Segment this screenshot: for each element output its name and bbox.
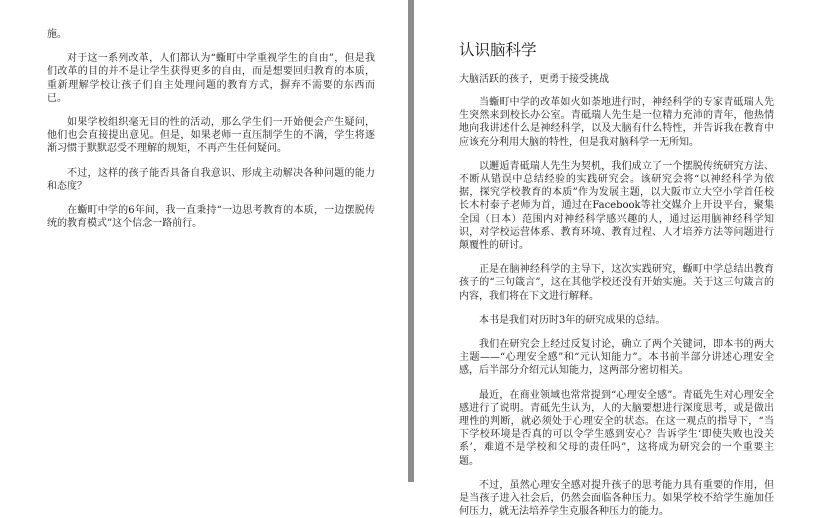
left-paragraph: 施。 xyxy=(47,29,67,40)
left-page xyxy=(0,0,408,482)
right-paragraph: 本书是我们对历时3年的研究成果的总结。 xyxy=(479,314,666,326)
right-paragraph: 当蝂町中学的改革如火如荼地进行时，神经科学的专家青砥瑞人先生突然来到校长办公室。青砥瑞人先生是一位精力充沛的青年，他热情地向我讲述什么是神经科学，以及大脑有什么特性，并告诉我在教育中应该充分利用大脑的特性，但是我对脑科学一无所知。 xyxy=(459,97,774,148)
right-paragraph: 正是在脑神经科学的主导下，这次实践研究，蝂町中学总结出教育孩子的“三句箴言”，这在其他学校还没有开始实施。关于这三句箴言的内容，我们将在下文进行解释。 xyxy=(459,264,774,302)
chapter-title: 认识脑科学 xyxy=(459,41,537,59)
right-paragraph: 最近，在商业领域也常常提到“心理安全感”。青砥先生对心理安全感进行了说明。青砥先生认为，人的大脑要想进行深度思考，或是做出理性的判断，就必须处于心理安全的状态。在这一观点的指导下，“当下学校环境是否真的可以令学生感到安心？告诉学生‘即使失败也没关系’，难道不是学校和父母的责任吗”，这将成为研究会的一个重要主题。 xyxy=(459,389,774,467)
right-paragraph: 我们在研究会上经过反复讨论，确立了两个关键词，即本书的两大主题——“心理安全感”和“元认知能力”。本书前半部分讲述心理安全感，后半部分介绍元认知能力，这两部分密切相关。 xyxy=(459,339,774,377)
left-paragraph: 不过，这样的孩子能否具备自我意识、形成主动解决各种问题的能力和态度？ xyxy=(47,167,375,192)
right-paragraph: 不过，虽然心理安全感对提升孩子的思考能力具有重要的作用，但是当孩子进入社会后，仍然会面临各种压力。如果学校不给学生施加任何压力，就无法培养学生克服各种压力的能力。 xyxy=(459,479,774,518)
chapter-subtitle: 大脑活跃的孩子，更勇于接受挑战 xyxy=(459,74,609,85)
right-page xyxy=(414,0,820,518)
right-paragraph: 以邂逅青砥瑞人先生为契机，我们成立了一个摆脱传统研究方法、不断从错误中总结经验的实践研究会。该研究会将“以神经科学为依据，探究学校教育的本质”作为发展主题，以大阪市立大空小学首任校长木村泰子老师为首，通过在Facebook等社交媒介上开设平台，聚集全国（日本）范围内对神经科学感兴趣的人，通过运用脑神经科学知识，对学校运营体系、教育环境、教育过程、人才培养方法等问题进行颠覆性的研讨。 xyxy=(459,160,774,252)
left-paragraph: 对于这一系列改革，人们都认为“蝂町中学重视学生的自由”，但是我们改革的目的并不是让学生获得更多的自由，而是想要回归教育的本质，重新理解学校让孩子们自主处理问题的教育方式，摒弃不需要的东西而已。 xyxy=(47,53,375,104)
left-paragraph: 在蝂町中学的6年间，我一直秉持“一边思考教育的本质，一边摆脱传统的教育模式”这个信念一路前行。 xyxy=(47,205,375,230)
left-paragraph: 如果学校组织毫无目的性的活动，那么学生们一开始便会产生疑问，他们也会直接提出意见。但是，如果老师一直压制学生的不满，学生将逐渐习惯于默默忍受不理解的规矩，不再产生任何疑问。 xyxy=(47,117,375,155)
